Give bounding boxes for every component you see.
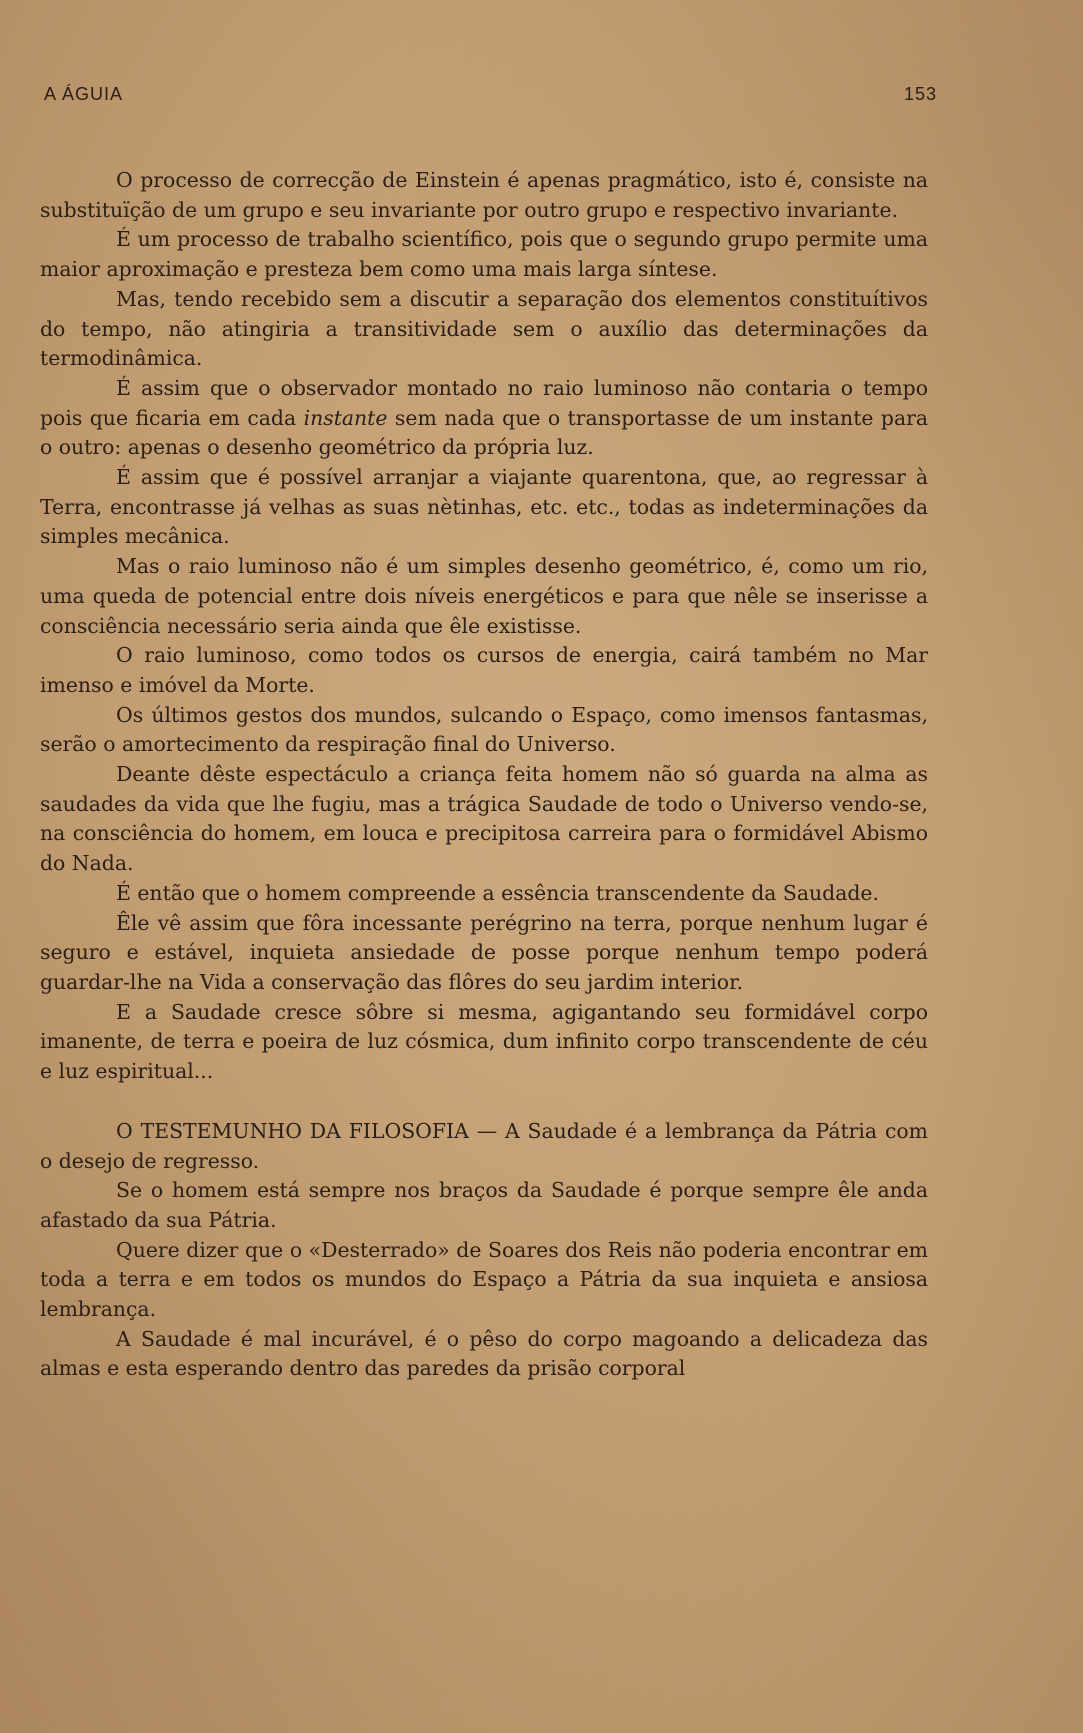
paragraph: O raio luminoso, como todos os cursos de energia, cairá também no Mar imenso e imóvel da Morte. xyxy=(40,643,928,697)
paragraph: Êle vê assim que fôra incessante perégrino na terra, porque nenhum lugar é seguro e estável, inquieta ansiedade de posse porque nenhum tempo poderá guardar-lhe na Vida a conservação das flôres do seu jardim interior. xyxy=(40,910,928,994)
body-text xyxy=(40,166,928,1384)
paragraph: É um processo de trabalho scientífico, pois que o segundo grupo permite uma maior aproximação e presteza bem como uma mais larga síntese. xyxy=(40,227,928,282)
paragraph: Mas o raio luminoso não é um simples desenho geométrico, é, como um rio, uma queda de potencial entre dois níveis energéticos e para que nêle se inserisse a consciência necessário seria ainda que êle existisse. xyxy=(40,554,928,638)
paragraph: Se o homem está sempre nos braços da Saudade é porque sempre êle anda afastado da sua Pátria. xyxy=(40,1178,928,1232)
paragraph xyxy=(40,374,928,463)
paragraph: Deante dêste espectáculo a criança feita homem não só guarda na alma as saudades da vida que lhe fugiu, mas a trágica Saudade de todo o Universo vendo-se, na consciência do homem, em louca e precipitosa carreira para o formidável Abismo do Nada. xyxy=(40,762,928,876)
paragraph: A Saudade é mal incurável, é o pêso do corpo magoando a delicadeza das almas e esta esperando dentro das paredes da prisão corporal xyxy=(40,1326,928,1381)
paragraph: É assim que é possível arranjar a viajante quarentona, que, ao regressar à Terra, encontrasse já velhas as suas nètinhas, etc. etc., todas as indeterminações da simples mecânica. xyxy=(40,465,928,549)
italic-word: instante xyxy=(303,405,388,430)
paragraph: O processo de correcção de Einstein é apenas pragmático, isto é, consiste na substituïção de um grupo e seu invariante por outro grupo e respectivo invariante. xyxy=(40,168,928,222)
running-header xyxy=(44,84,937,105)
section-paragraph: O TESTEMUNHO DA FILOSOFIA — A Saudade é a lembrança da Pátria com o desejo de regresso. xyxy=(40,1118,928,1173)
paragraph-text: É assim que o observador montado no raio luminoso não contaria o tempo pois que ficaria em cada xyxy=(40,375,928,430)
paragraph: Os últimos gestos dos mundos, sulcando o Espaço, como imensos fantasmas, serão o amortecimento da respiração final do Universo. xyxy=(40,702,928,757)
paragraph: É então que o homem compreende a essência transcendente da Saudade. xyxy=(116,880,879,905)
page-number: 153 xyxy=(903,84,937,104)
paragraph-text: sem nada que o transportasse de um instante para o outro: apenas o desenho geométrico da própria luz. xyxy=(40,405,929,460)
paragraph: Quere dizer que o «Desterrado» de Soares dos Reis não poderia encontrar em toda a terra e em todos os mundos do Espaço a Pátria da sua inquieta e ansiosa lembrança. xyxy=(40,1237,928,1322)
paragraph: E a Saudade cresce sôbre si mesma, agigantando seu formidável corpo imanente, de terra e poeira de luz cósmica, dum infinito corpo transcendente de céu e luz espiritual... xyxy=(40,999,928,1084)
journal-title: A ÁGUIA xyxy=(44,84,124,104)
paragraph: Mas, tendo recebido sem a discutir a separação dos elementos constituítivos do tempo, não atingiria a transitividade sem o auxílio das determinações da termodinâmica. xyxy=(40,286,928,371)
